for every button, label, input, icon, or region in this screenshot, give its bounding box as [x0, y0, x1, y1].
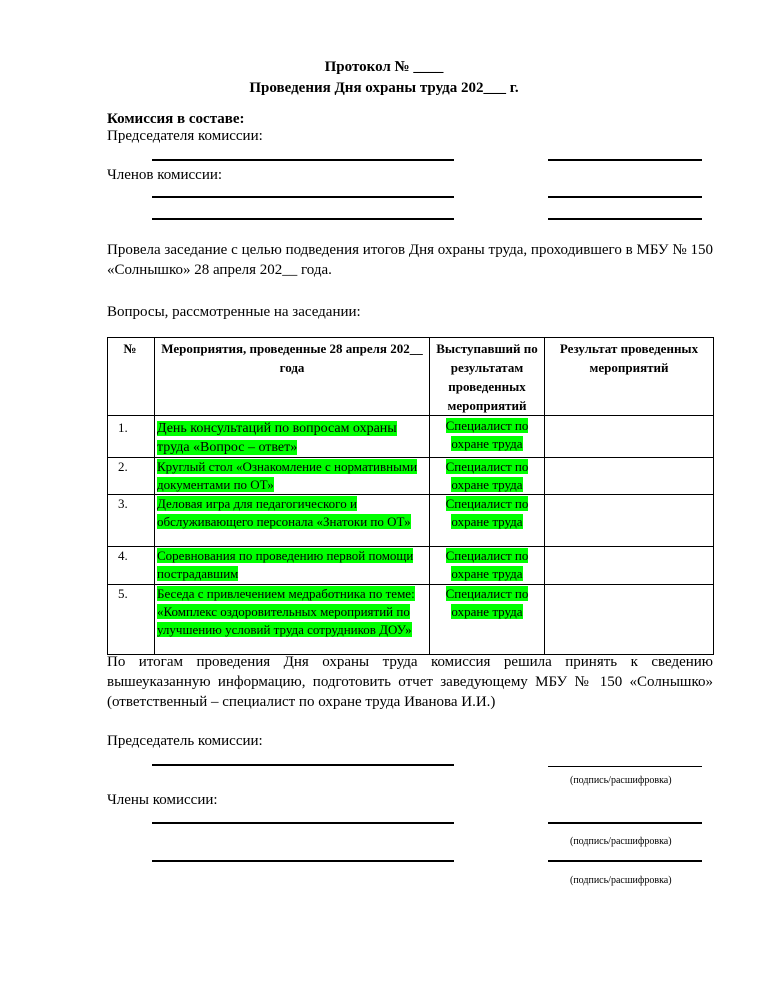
member1-name-line [152, 196, 454, 198]
header-speaker: Выступавший по результатам проведенных мероприятий [430, 338, 545, 416]
table-row [108, 495, 714, 547]
member2-signature-caption: (подпись/расшифровка) [570, 875, 672, 886]
row-event: Беседа с привлечением медработника по теме: «Комплекс оздоровительных мероприятий по улучшению условий труда сотрудников ДОУ» [157, 586, 415, 637]
chairman-signature-label: Председатель комиссии: [107, 733, 263, 749]
row-result [545, 585, 714, 655]
member1-signature-caption: (подпись/расшифровка) [570, 836, 672, 847]
row-speaker: Специалист по охране труда [445, 459, 529, 492]
row-speaker: Специалист по охране труда [445, 548, 529, 581]
chairman-signature-line [548, 766, 702, 767]
member2-signature-line [548, 860, 702, 862]
intro-paragraph: Провела заседание с целью подведения итогов Дня охраны труда, проходившего в МБУ № 150 «Солнышко» 28 апреля 202__ года. [107, 242, 713, 278]
protocol-title: Протокол № ____ [324, 59, 444, 75]
member2-name-line [152, 218, 454, 220]
header-event: Мероприятия, проведенные 28 апреля 202__ года [155, 338, 430, 416]
row-num: 4. [108, 547, 155, 585]
row-num: 1. [108, 416, 155, 458]
members-signature-label: Члены комиссии: [107, 792, 218, 808]
row-result [545, 547, 714, 585]
table-header-row [108, 338, 714, 416]
row-event: Соревнования по проведению первой помощи пострадавшим [157, 548, 414, 581]
row-num: 2. [108, 458, 155, 495]
row-result [545, 458, 714, 495]
chairman-sign-line [548, 159, 702, 161]
member2-signature-name-line [152, 860, 454, 862]
member1-signature-line [548, 822, 702, 824]
row-num: 5. [108, 585, 155, 655]
row-speaker: Специалист по охране труда [445, 496, 529, 529]
members-label: Членов комиссии: [107, 167, 223, 183]
member1-sign-line [548, 196, 702, 198]
row-result [545, 416, 714, 458]
chairman-name-line [152, 159, 454, 161]
row-event: Круглый стол «Ознакомление с нормативными документами по ОТ» [157, 459, 418, 492]
table-row [108, 416, 714, 458]
header-num: № [108, 338, 155, 416]
table-row [108, 458, 714, 495]
chairman-signature-name-line [152, 764, 454, 766]
chairman-signature-caption: (подпись/расшифровка) [570, 775, 672, 786]
commission-heading: Комиссия в составе: [107, 111, 245, 127]
row-result [545, 495, 714, 547]
protocol-subtitle: Проведения Дня охраны труда 202___ г. [249, 80, 519, 96]
questions-label: Вопросы, рассмотренные на заседании: [107, 304, 361, 320]
row-speaker: Специалист по охране труда [445, 586, 529, 619]
row-speaker: Специалист по охране труда [445, 418, 529, 451]
member2-sign-line [548, 218, 702, 220]
row-event: День консультаций по вопросам охраны труда «Вопрос – ответ» [157, 421, 397, 455]
chairman-label: Председателя комиссии: [107, 128, 263, 144]
row-num: 3. [108, 495, 155, 547]
events-table [107, 337, 714, 655]
member1-signature-name-line [152, 822, 454, 824]
table-row [108, 585, 714, 655]
header-result: Результат проведенных мероприятий [545, 338, 714, 416]
table-row [108, 547, 714, 585]
decision-paragraph: По итогам проведения Дня охраны труда комиссия решила принять к сведению вышеуказанную информацию, подготовить отчет заведующему МБУ № 150 «Солнышко» (ответственный – специалист по охране труда Иванова И.И.) [107, 654, 713, 710]
row-event: Деловая игра для педагогического и обслуживающего персонала «Знатоки по ОТ» [157, 496, 411, 529]
